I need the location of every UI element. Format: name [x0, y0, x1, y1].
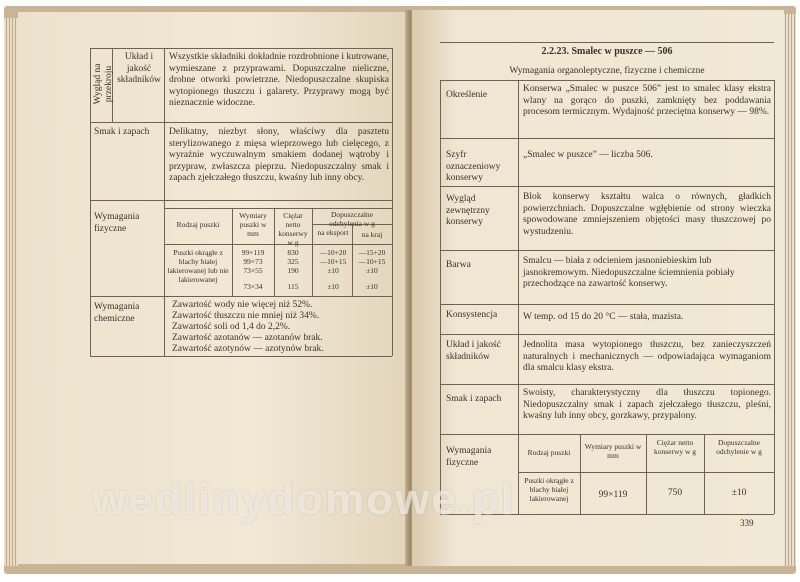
weight-value: 115 — [287, 282, 299, 291]
col-header-deviation: Dopuszczalne odchylenie w g — [716, 438, 762, 456]
row-text-code: „Smalec w puszce” — liczba 506. — [523, 150, 653, 160]
domestic-deviation: —10+15 — [358, 257, 386, 266]
page-number: 339 — [740, 518, 754, 528]
table-border — [90, 296, 392, 297]
table-border — [90, 200, 392, 201]
export-deviation: —10+15 — [319, 257, 347, 266]
deviation-value: ±10 — [731, 488, 747, 498]
page-edges-left — [4, 18, 18, 566]
col-header-export: na eksport — [317, 228, 349, 237]
col-header-weight: Ciężar netto konserwy w g — [278, 211, 308, 247]
row-label-cross-section: Wygląd na przekroju — [93, 63, 114, 105]
table-border — [440, 334, 774, 335]
row-label-taste: Smak i zapach — [94, 127, 150, 137]
row-label-consistency: Konsystencja — [446, 310, 498, 320]
section-title: 2.2.23. Smalec w puszce — 506 — [541, 46, 673, 57]
col-header-can-type: Rodzaj puszki — [176, 220, 220, 229]
table-border — [440, 250, 774, 251]
chemical-line: Zawartość soli od 1,4 do 2,2%. — [172, 322, 291, 332]
table-border — [440, 434, 774, 435]
row-text-consistency: W temp. od 15 do 20 °C — stała, mazista. — [523, 312, 684, 322]
col-header-deviation: Dopuszczalne odchylenia w g — [329, 210, 375, 228]
row-label-components: Układ i jakość składników — [117, 52, 161, 85]
dims-value: 99×119 — [241, 248, 265, 257]
table-border — [440, 42, 774, 43]
dims-value: 99×119 — [598, 490, 628, 500]
weight-value: 190 — [287, 266, 299, 275]
row-label-physical: Wymagania fizyczne — [446, 446, 492, 468]
table-border — [90, 122, 392, 123]
dims-value: 73×34 — [243, 282, 263, 291]
export-deviation: ±10 — [327, 282, 339, 291]
export-deviation: —10+20 — [319, 248, 347, 257]
row-text-colour: Smalcu — biała z odcieniem jasnoniebieskim lub jasnokremowym. Niedopuszczalne ściemnienia pobiały przechodzące na zawartość konserwy. — [523, 256, 735, 289]
row-text-components: Wszystkie składniki dokładnie rozdrobnione i kutrowane, wymieszane z przyprawami. Dopuszczalne nieliczne, drobne otworki powietrzne. Niedopuszczalne skupiska wytopionego tłuszczu i galarety. Przyprawy mogą być nieznacznie widoczne. — [169, 52, 389, 108]
subtable-border — [232, 208, 233, 296]
table-border — [440, 80, 774, 81]
row-text-components: Jednolita masa wytopionego tłuszczu, bez zanieczyszczeń naturalnych i mechanicznych — odpowiadająca wymaganiom dla smalcu klasy ekstra. — [523, 340, 771, 373]
weight-value: 830 — [287, 248, 299, 257]
dims-value: 99×73 — [243, 257, 263, 266]
row-text-appearance: Blok konserwy kształtu walca o równych, gładkich powierzchniach. Dopuszczalne wgłębienie od strony wieczka spowodowane zmniejszeniem objętości masy tłuszczowej po wystudzeniu. — [523, 192, 771, 237]
chemical-line: Zawartość wody nie więcej niż 52%. — [172, 300, 313, 310]
table-border — [440, 304, 774, 305]
table-border — [440, 186, 774, 187]
subtable-border — [164, 208, 392, 209]
weight-value: 750 — [667, 488, 683, 498]
col-header-weight: Ciężar netto konserwy w g — [653, 438, 697, 456]
row-label-physical: Wymagania fizyczne — [94, 212, 140, 234]
row-label-taste: Smak i zapach — [446, 394, 502, 404]
section-subtitle: Wymagania organoleptyczne, fizyczne i chemiczne — [509, 66, 705, 76]
col-header-domestic: na kraj — [361, 230, 383, 239]
table-border — [774, 80, 775, 514]
table-border — [440, 138, 774, 139]
table-border — [392, 48, 393, 356]
table-border — [164, 48, 165, 356]
col-header-can-type: Rodzaj puszki — [527, 448, 571, 457]
domestic-deviation: ±10 — [366, 266, 378, 275]
can-type: Puszki okrągłe z blachy białej lakierowanej lub nie lakierowanej — [167, 248, 229, 284]
subtable-border — [352, 224, 353, 296]
row-text-taste: Swoisty, charakterystyczny dla tłuszczu topionego. Niedopuszczalny smak i zapach zjełczałego tłuszczu, pleśni, kwaśny lub inny obcy, gorzkawy, przypalony. — [523, 388, 771, 421]
row-label-colour: Barwa — [446, 260, 471, 270]
col-header-dims: Wymiary puszki w mm — [584, 442, 642, 460]
table-border — [90, 48, 392, 49]
chemical-line: Zawartość azotynów — azotynów brak. — [172, 344, 324, 354]
row-text-taste: Delikatny, niezbyt słony, właściwy dla pasztetu sterylizowanego z mięsa wieprzowego lub cielęcego, z wyraźnie wyczuwalnym smakiem dodanej wątroby i przypraw, zwłaszcza pieprzu. Niedopuszczalny smak i zapach zjełczałego tłuszczu, kwaśny lub inny obcy. — [169, 127, 389, 183]
subtable-border — [312, 208, 313, 296]
table-border — [440, 80, 441, 514]
dims-value: 73×55 — [243, 266, 263, 275]
subtable-border — [274, 208, 275, 296]
table-border — [440, 384, 774, 385]
domestic-deviation: ±10 — [366, 282, 378, 291]
watermark: wedlinydomowe.pl — [92, 475, 516, 524]
domestic-deviation: —15+20 — [358, 248, 386, 257]
weight-value: 325 — [287, 257, 299, 266]
table-border — [518, 80, 519, 514]
table-border — [90, 356, 392, 357]
chemical-line: Zawartość tłuszczu nie mniej niż 34%. — [172, 311, 320, 321]
can-type: Puszki okrągłe z blachy białej lakierowanej — [524, 476, 574, 503]
row-label-definition: Określenie — [446, 90, 488, 100]
page-edges-right — [782, 14, 796, 566]
row-text-definition: Konserwa „Smalec w puszce 506” jest to smalec klasy ekstra wlany na gorąco do puszki, zamknięty bez poddawania procesom termicznym. Wydajność przeciętna konserwy — 98%. — [523, 84, 771, 117]
chemical-line: Zawartość azotanów — azotanów brak. — [172, 333, 323, 343]
export-deviation: ±10 — [327, 266, 339, 275]
row-label-chemical: Wymagania chemiczne — [94, 302, 140, 324]
col-header-dims: Wymiary puszki w mm — [239, 211, 267, 238]
row-label-appearance: Wygląd zewnętrzny konserwy — [446, 194, 490, 227]
row-label-components: Układ i jakość składników — [446, 340, 501, 362]
row-label-code: Szyfr oznaczeniowy konserwy — [446, 150, 501, 183]
table-border — [90, 48, 91, 356]
